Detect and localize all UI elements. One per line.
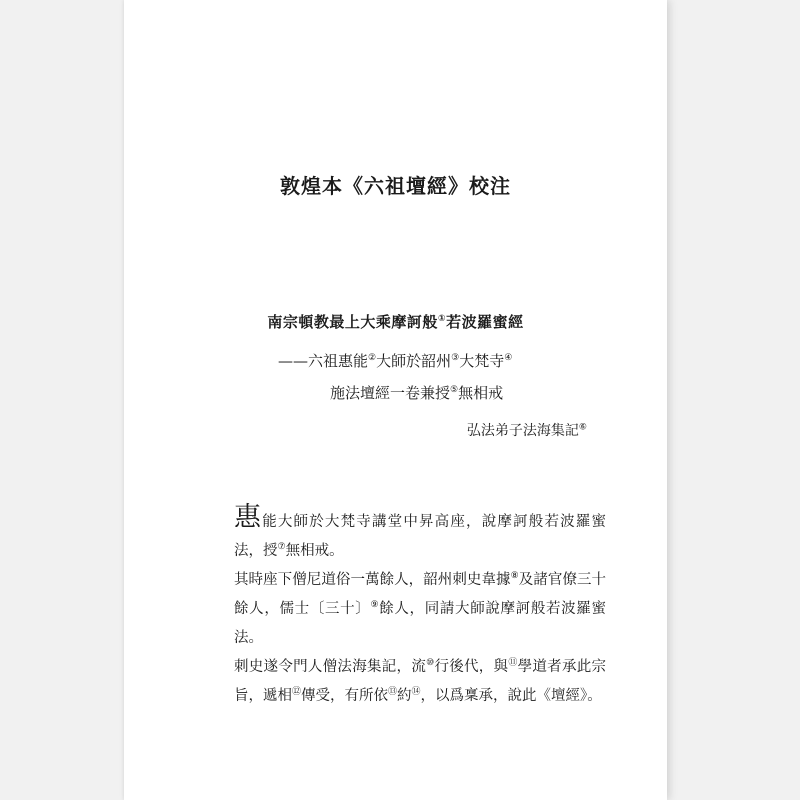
paragraph-text: 學道者承此宗旨，遞相 bbox=[234, 659, 607, 704]
compiler-credit bbox=[467, 420, 587, 440]
paragraph-1 bbox=[234, 502, 607, 566]
subtitle-text: 無相戒 bbox=[458, 384, 504, 402]
sutra-title-part2: 若波羅蜜經 bbox=[446, 313, 524, 331]
subtitle-line-1 bbox=[278, 350, 512, 371]
note-marker-5: ⑤ bbox=[450, 385, 459, 395]
paragraph-text: 行後代，與 bbox=[434, 659, 509, 675]
sutra-title bbox=[124, 311, 667, 332]
note-marker-9: ⑨ bbox=[370, 600, 380, 611]
paragraph-text: 餘人，同請大師說摩訶般若波羅蜜法。 bbox=[234, 601, 607, 646]
paragraph-text: 其時座下僧尼道俗一萬餘人，韶州刺史韋據 bbox=[234, 572, 511, 588]
note-marker-14: ⑭ bbox=[411, 687, 421, 698]
note-marker-4: ④ bbox=[504, 353, 513, 363]
body-text bbox=[234, 502, 607, 711]
paragraph-2 bbox=[234, 566, 606, 653]
note-marker-11: ⑪ bbox=[508, 658, 518, 669]
subtitle-text: 施法壇經一卷兼授 bbox=[330, 384, 451, 402]
paragraph-text: 能大師於大梵寺講堂中昇高座，說摩訶般若波羅蜜法，授 bbox=[234, 514, 607, 559]
note-marker-3: ③ bbox=[451, 353, 460, 363]
note-marker-2: ② bbox=[368, 353, 377, 363]
note-marker-10: ⑩ bbox=[426, 658, 435, 669]
paragraph-text: 傳受，有所依 bbox=[301, 688, 389, 704]
sutra-title-part1: 南宗頓教最上大乘摩訶般 bbox=[267, 313, 438, 331]
book-page bbox=[124, 0, 667, 800]
note-marker-12: ⑫ bbox=[292, 687, 302, 698]
note-marker-8: ⑧ bbox=[510, 571, 519, 582]
paragraph-text: 約 bbox=[397, 688, 412, 704]
subtitle-text: 大師於韶州 bbox=[376, 352, 452, 370]
paragraph-text: 刺史遂令門人僧法海集記，流 bbox=[234, 659, 427, 675]
note-marker-7: ⑦ bbox=[277, 542, 286, 553]
book-title: 敦煌本《六祖壇經》校注 bbox=[280, 174, 511, 198]
note-marker-6: ⑥ bbox=[578, 422, 587, 433]
paragraph-3 bbox=[234, 653, 606, 711]
note-marker-13: ⑬ bbox=[388, 687, 398, 698]
subtitle-text: ——六祖惠能 bbox=[278, 352, 369, 370]
subtitle-text: 大梵寺 bbox=[459, 352, 505, 370]
compiler-text: 弘法弟子法海集記 bbox=[466, 423, 579, 439]
drop-cap: 惠 bbox=[234, 502, 263, 533]
paragraph-text: 無相戒。 bbox=[285, 543, 344, 559]
note-marker-1: ① bbox=[437, 314, 447, 324]
subtitle-line-2 bbox=[330, 382, 503, 403]
paragraph-text: 及諸官僚三十餘人，儒士〔三十〕 bbox=[234, 572, 607, 617]
paragraph-text: ，以爲稟承，說此《壇經》。 bbox=[420, 688, 602, 704]
